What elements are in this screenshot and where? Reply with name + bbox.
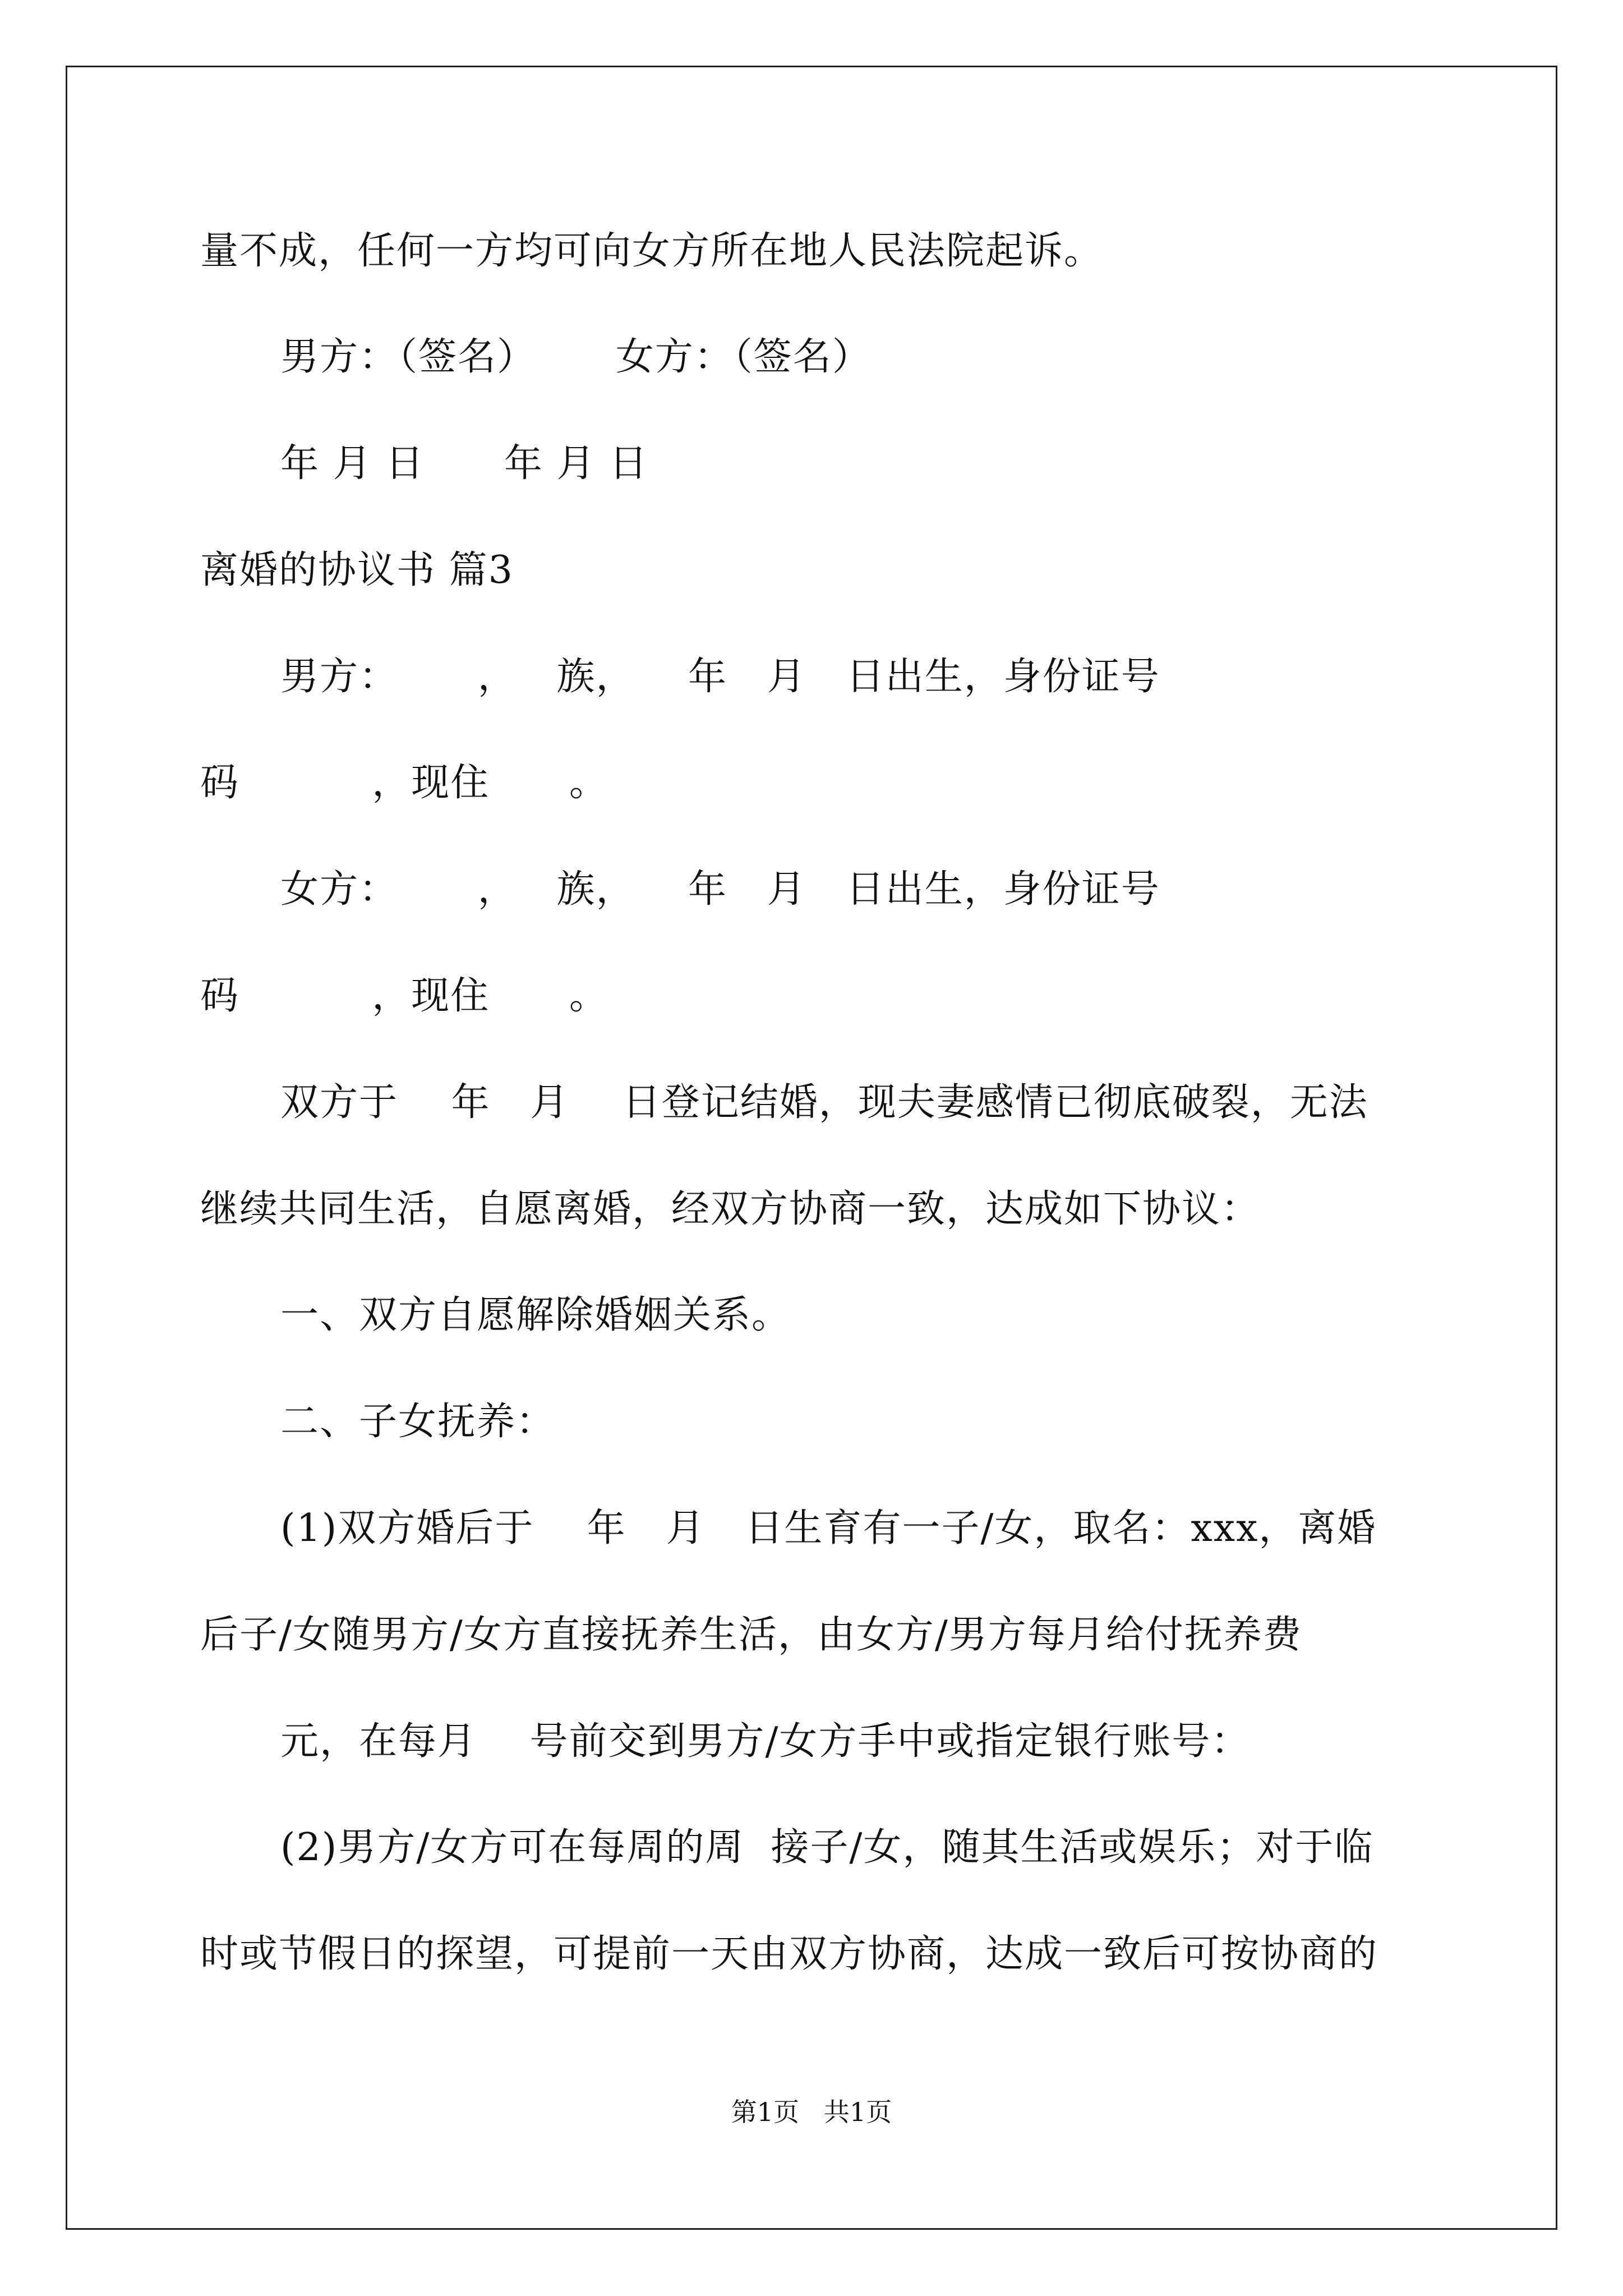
text-line: 继续共同生活，自愿离婚，经双方协商一致，达成如下协议： bbox=[200, 1187, 1261, 1231]
text-line-male-info: 男方： ， 族， 年 月 日出生，身份证号 bbox=[280, 655, 1160, 699]
text-line-female-info: 女方： ， 族， 年 月 日出生，身份证号 bbox=[280, 867, 1160, 912]
text-line: 元，在每月 号前交到男方/女方手中或指定银行账号： bbox=[280, 1719, 1251, 1764]
text-line: (2)男方/女方可在每周的周 接子/女，随其生活或娱乐；对于临 bbox=[280, 1825, 1374, 1870]
text-line: 时或节假日的探望，可提前一天由双方协商，达成一致后可按协商的 bbox=[200, 1932, 1378, 1976]
date-line: 年 月 日 年 月 日 bbox=[280, 441, 649, 486]
signature-line: 男方：（签名） 女方：（签名） bbox=[280, 335, 872, 379]
page-border bbox=[66, 66, 1557, 2230]
text-line: (1)双方婚后于 年 月 日生育有一子/女，取名：xxx，离婚 bbox=[280, 1506, 1377, 1550]
clause-one: 一、双方自愿解除婚姻关系。 bbox=[280, 1293, 791, 1337]
section-title: 离婚的协议书 篇3 bbox=[200, 548, 514, 592]
page-footer: 第1页 共1页 bbox=[731, 2097, 892, 2127]
text-line: 双方于 年 月 日登记结婚，现夫妻感情已彻底破裂，无法 bbox=[280, 1080, 1368, 1125]
text-line: 码 ，现住 。 bbox=[200, 974, 608, 1018]
text-line: 后子/女随男方/女方直接抚养生活，由女方/男方每月给付抚养费 bbox=[200, 1613, 1302, 1657]
clause-two: 二、子女抚养： bbox=[280, 1400, 556, 1444]
text-line: 码 ，现住 。 bbox=[200, 761, 608, 805]
text-line: 量不成，任何一方均可向女方所在地人民法院起诉。 bbox=[200, 229, 1104, 273]
